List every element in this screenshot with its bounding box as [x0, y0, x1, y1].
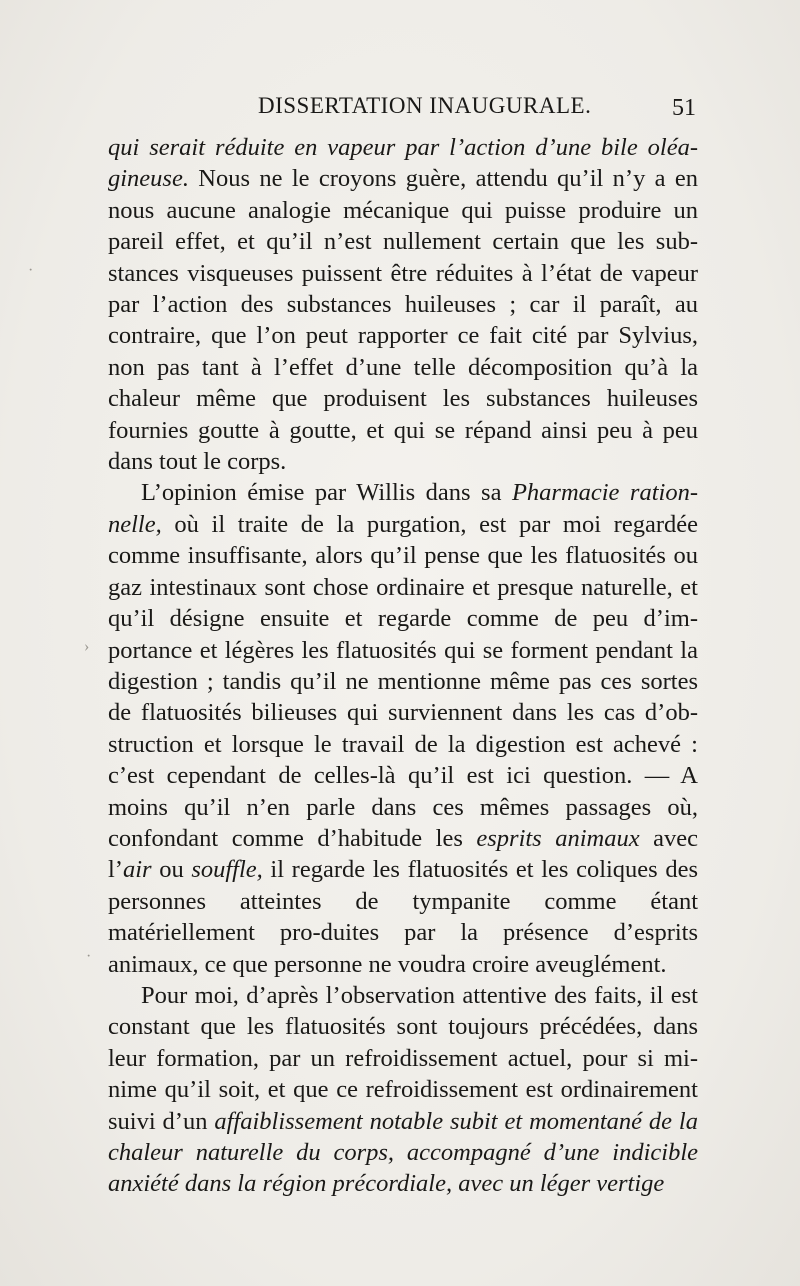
text-run: ou — [151, 856, 192, 884]
paragraph — [108, 980, 698, 1200]
text-run: il regarde les flatuosités et les coliques des personnes atteintes de tympanite comme étant matériellement pro-duites par la présence d’esprits animaux, ce que personne ne voudra croire aveuglément. — [108, 856, 698, 978]
margin-speck: · — [86, 948, 92, 965]
italic-text: Pharmacie ration-nelle, — [108, 479, 698, 538]
text-run: où il traite de la purgation, est par moi regardée comme insuffisante, alors qu’il pense que les flatuosités ou gaz intestinaux sont chose ordinaire et presque naturelle, et qu’il désigne ensuite et regarde comme de peu d’im-portance et légères les flatuosités qui se forment pendant la digestion ; tandis qu’il ne mentionne même pas ces sortes de flatuosités bilieuses qui surviennent dans les cas d’ob-struction et lorsque le travail de la digestion est achevé : c’est cependant de celles-là qu’il est ici question. — A moins qu’il n’en parle dans ces mêmes passages où, confondant comme d’habitude les — [108, 510, 698, 852]
text-run: avec l’ — [108, 824, 698, 884]
body-text — [108, 132, 698, 1200]
italic-text: affaiblissement notable subit et momentané de la chaleur naturelle du corps, accompagné d’une indicible anxiété dans la région précordiale, avec un léger vertige — [108, 1107, 698, 1198]
text-run: Pour moi, d’après l’observation attentive des faits, il est constant que les flatuosités sont toujours précédées, dans leur formation, par un refroidissement actuel, pour si mi-nime qu’il soit, et que ce refroidissement est ordinairement suivi d’un — [108, 981, 698, 1135]
paragraph — [108, 132, 698, 477]
italic-text: souffle, — [191, 856, 263, 884]
italic-text: qui serait réduite en vapeur par l’action d’une bile oléa-gineuse. — [108, 134, 698, 193]
running-title: DISSERTATION INAUGURALE. — [258, 93, 592, 118]
text-run: Nous ne le croyons guère, attendu qu’il n’y a en nous aucune analogie mécanique qui puisse produire un pareil effet, et qu’il n’est nullement certain que les sub-stances visqueuses puissent être réduites à l’état de vapeur par l’action des substances huileuses ; car il paraît, au contraire, que l’on peut rapporter ce fait cité par Sylvius, non pas tant à l’effet d’une telle décomposition qu’à la chaleur même que produisent les substances huileuses fournies goutte à goutte, et qui se répand ainsi peu à peu dans tout le corps. — [108, 165, 698, 476]
paragraph — [108, 477, 698, 980]
text-run: L’opinion émise par Willis dans sa — [141, 479, 512, 507]
page-number: 51 — [672, 95, 696, 121]
italic-text: esprits animaux — [476, 824, 640, 852]
margin-speck: · — [28, 262, 34, 279]
page-header — [108, 93, 696, 129]
italic-text: air — [122, 856, 152, 884]
margin-speck: › — [84, 638, 90, 655]
